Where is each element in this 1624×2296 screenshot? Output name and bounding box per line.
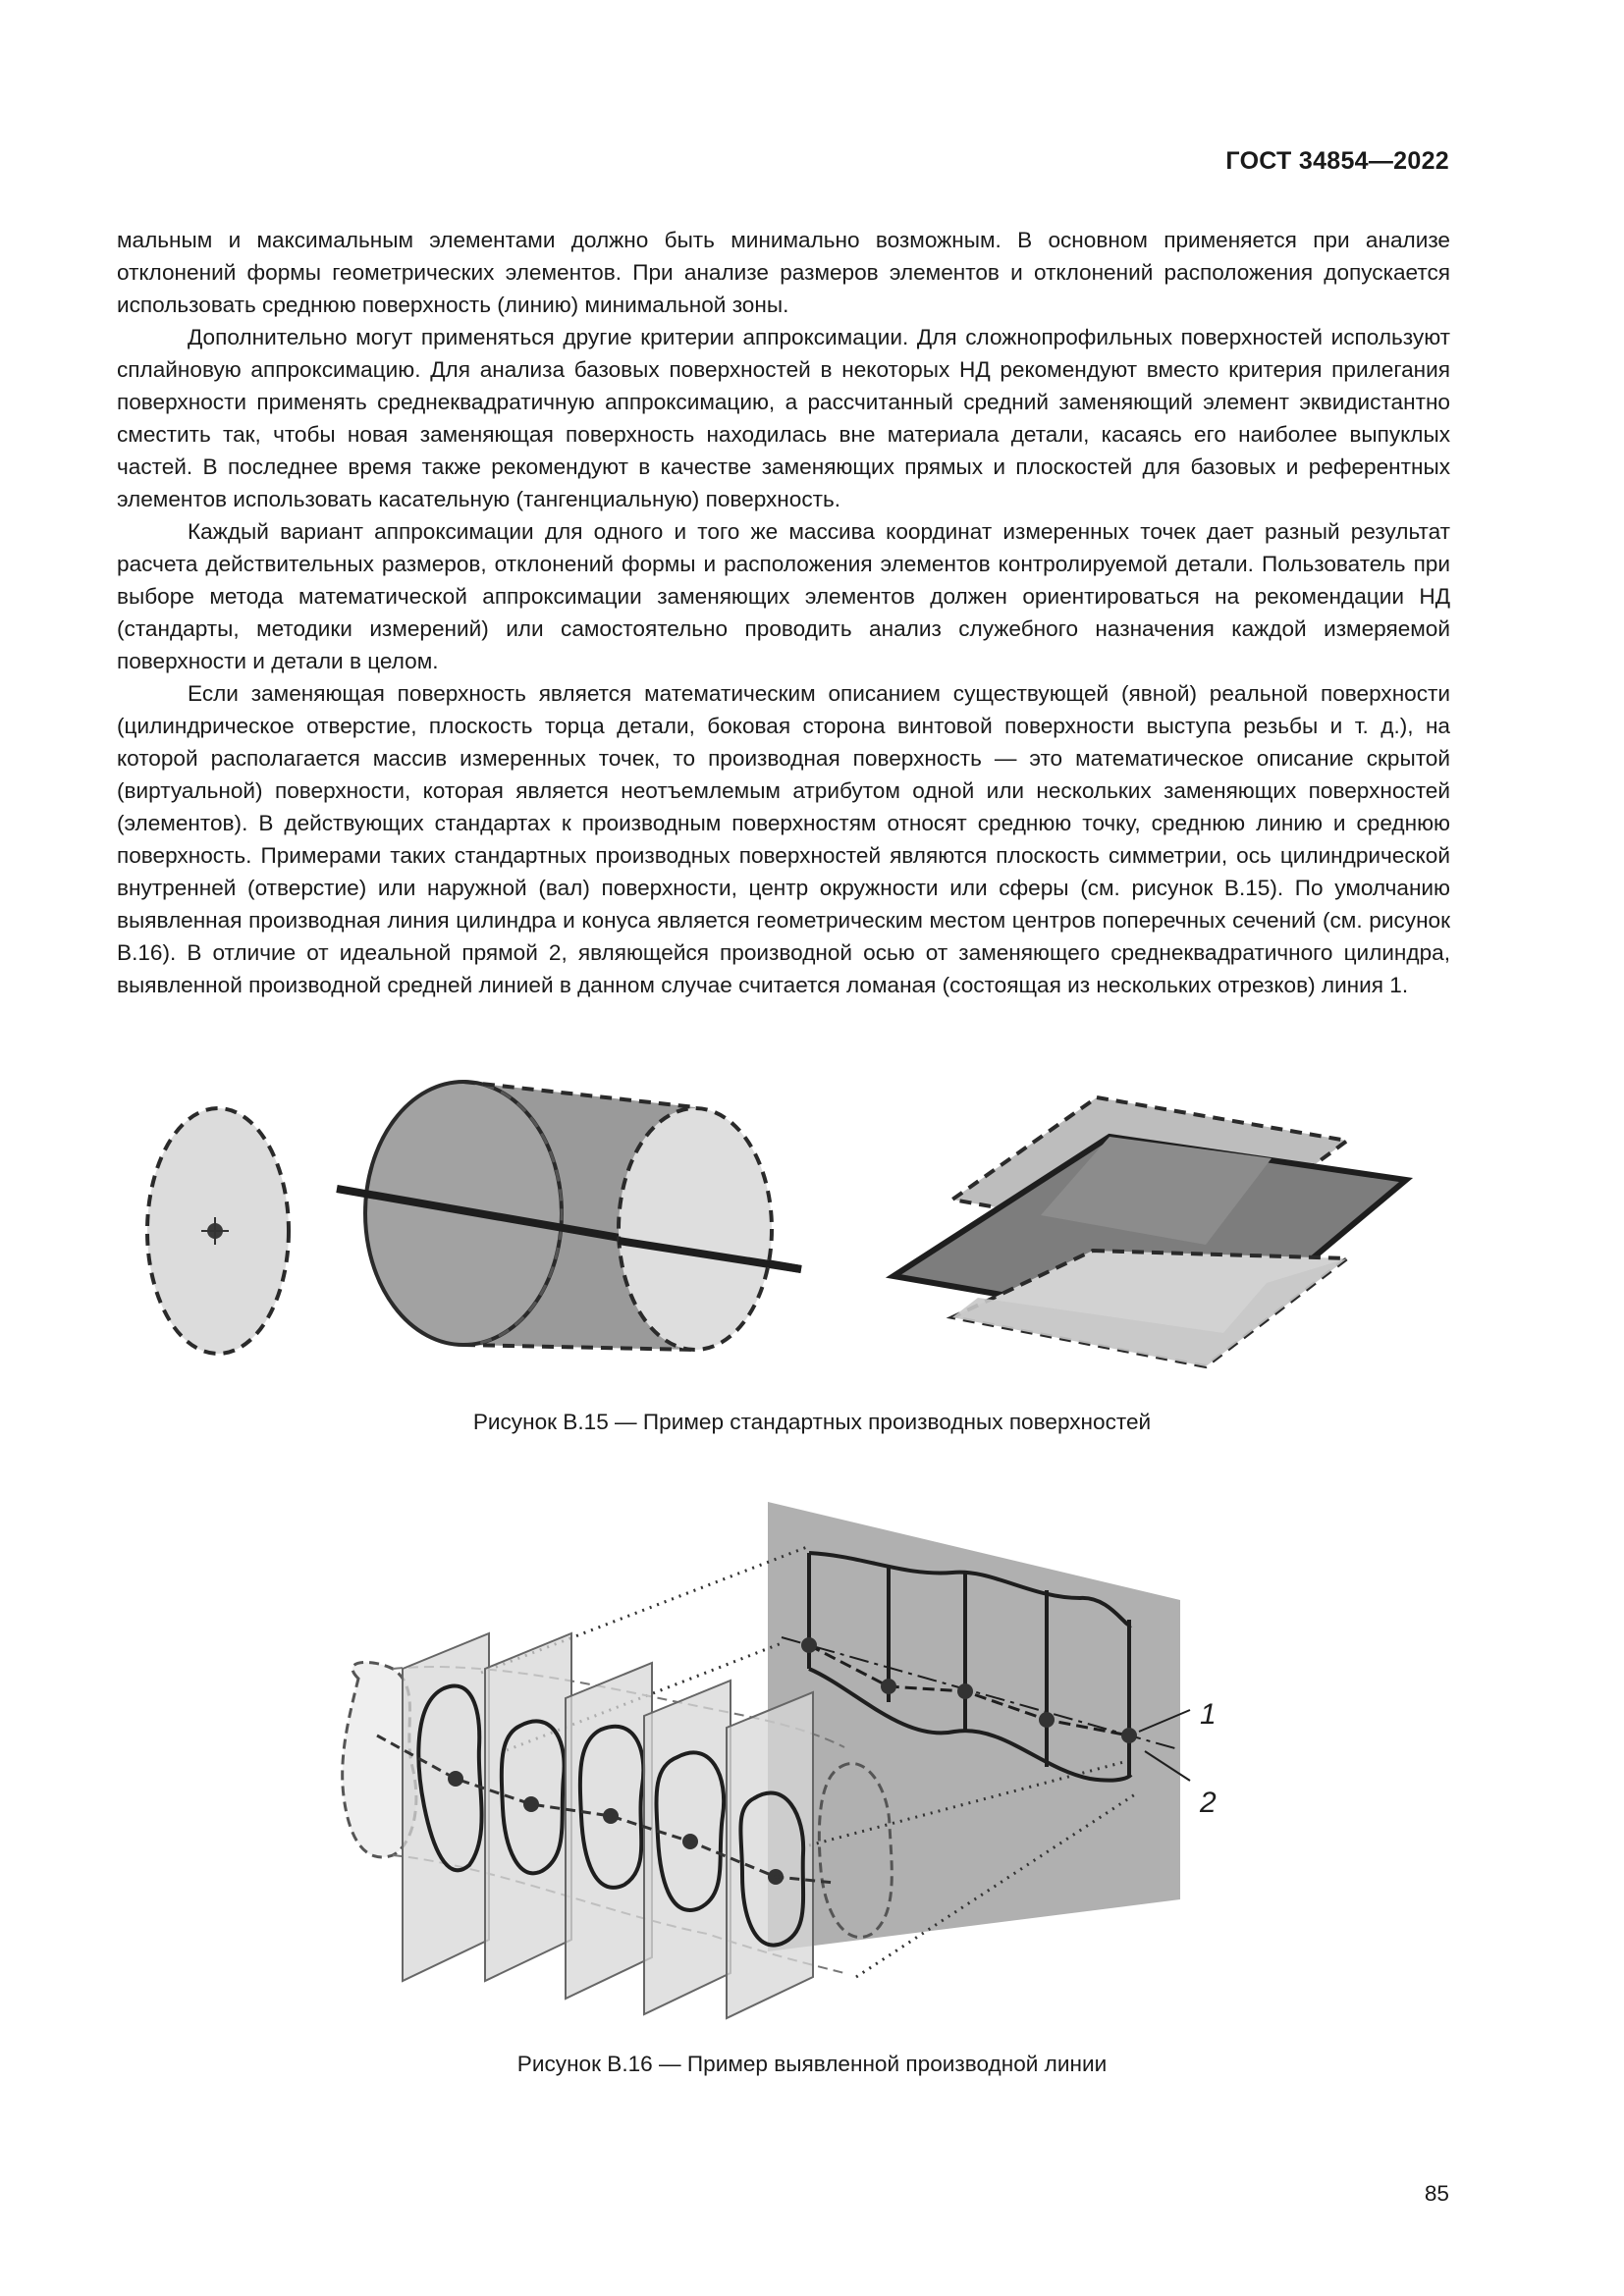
label-2: 2 [1200,1787,1217,1819]
section-planes [403,1633,813,2018]
projection-plane [768,1502,1180,1951]
figure-16-derived-line [0,1497,1624,2032]
paragraph-2: Дополнительно могут применяться другие критерии аппроксимации. Для сложнопрофильных поверхностей используют сплайновую аппроксимацию. Для анализа базовых поверхностей в некоторых НД рекомендуют вместо критерия прилегания поверхности применять среднеквадратичную аппроксимацию, а рассчитанный средний заменяющий элемент эквидистантно сместить так, чтобы новая заменяющая поверхность находилась вне материала детали, касаясь его наиболее выпуклых частей. В последнее время также рекомендуют в качестве заменяющих прямых и плоскостей для базовых и референтных элементов использовать касательную (тангенциальную) поверхность. [117,325,1450,511]
paragraph-4: Если заменяющая поверхность является математическим описанием существующей (явной) реальной поверхности (цилиндрическое отверстие, плоскость торца детали, боковая сторона винтовой поверхности выступа резьбы и т. д.), на которой располагается массив измеренных точек, то производная поверхность — это математическое описание скрытой (виртуальной) поверхности, которая является неотъемлемым атрибутом одной или нескольких заменяющих поверхностей (элементов). В действующих стандартах к производным поверхностям относят среднюю точку, среднюю линию и среднюю поверхность. Примерами таких стандартных производных поверхностей являются плоскость симметрии, ось цилиндрической внутренней (отверстие) или наружной (вал) поверхности, центр окружности или сферы (см. рисунок В.15). По умолчанию выявленная производная линия цилиндра и конуса является геометрическим местом центров поперечных сечений (см. рисунок В.16). В отличие от идеальной прямой 2, являющейся производной осью от заменяющего среднеквадратичного цилиндра, выявленной производной средней линией в данном случае считается ломаная (состоящая из нескольких отрезков) линия 1. [117,681,1450,997]
document-header: ГОСТ 34854—2022 [1225,147,1449,175]
figure-15-derived-surfaces [0,1060,1624,1394]
median-plane [893,1097,1406,1366]
median-point-disk [147,1108,289,1354]
figure-16-caption: Рисунок В.16 — Пример выявленной производной линии [516,2052,1108,2076]
body-text [117,224,1450,1001]
median-line-cylinder [337,1082,801,1350]
paragraph-1: мальным и максимальным элементами должно быть минимально возможным. В основном применяется при анализе отклонений формы геометрических элементов. При анализе размеров элементов и отклонений расположения допускается использовать среднюю поверхность (линию) минимальной зоны. [117,228,1450,317]
section-plane-3 [566,1663,652,1999]
page-number: 85 [1424,2181,1449,2206]
section-plane-1 [403,1633,489,1981]
paragraph-3: Каждый вариант аппроксимации для одного и того же массива координат измеренных точек дает разный результат расчета действительных размеров, отклонений формы и расположения элементов контролируемой детали. Пользователь при выборе метода математической аппроксимации заменяющих элементов должен ориентироваться на рекомендации НД (стандарты, методики измерений) или самостоятельно проводить анализ служебного назначения каждой измеряемой поверхности и детали в целом. [117,519,1450,673]
figure-15-caption: Рисунок В.15 — Пример стандартных производных поверхностей [472,1410,1152,1434]
section-plane-4 [644,1681,731,2014]
section-plane-5 [727,1692,813,2018]
label-1: 1 [1200,1698,1217,1731]
